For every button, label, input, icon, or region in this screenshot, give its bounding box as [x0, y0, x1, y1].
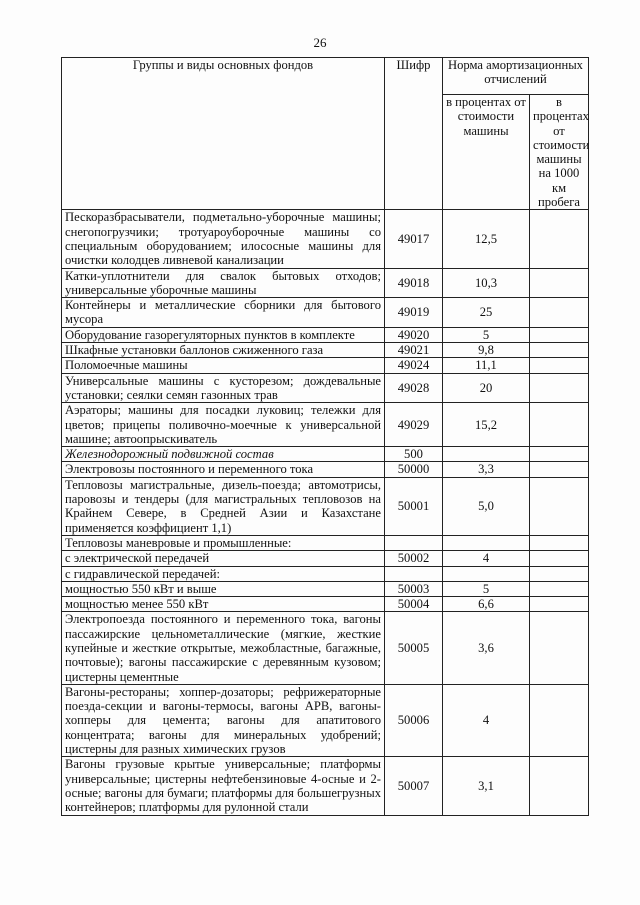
row-name: Тепловозы магистральные, дизель-поезда; автомотрисы, паровозы и тендеры (для магистральных тепловозов на Крайнем Севере, в Средней Азии и Казахстане применяется коэффициент 1,1): [62, 477, 385, 535]
row-code: 49024: [385, 358, 443, 373]
row-code: 49020: [385, 327, 443, 342]
table-row: [62, 551, 589, 566]
row-code: 50005: [385, 612, 443, 684]
row-percent-cost: 15,2: [443, 403, 530, 447]
row-percent-km: [530, 612, 589, 684]
table-body: [62, 210, 589, 815]
table-row: [62, 358, 589, 373]
row-percent-km: [530, 581, 589, 596]
table-row: [62, 597, 589, 612]
table-header: [62, 58, 589, 210]
row-percent-cost: [443, 447, 530, 462]
row-percent-km: [530, 327, 589, 342]
row-name: Универсальные машины с кусторезом; дождевальные установки; сеялки семян газонных трав: [62, 373, 385, 403]
row-percent-km: [530, 535, 589, 550]
row-name: Пескоразбрасыватели, подметально-уборочные машины; снегопогрузчики; тротуароуборочные машины со специальным оборудованием; илососные машины для очистки колодцев ливневой канализации: [62, 210, 385, 268]
row-code: 50002: [385, 551, 443, 566]
header-percent-km: в процентах от стоимости машины на 1000 км пробега: [530, 95, 589, 210]
row-code: 49017: [385, 210, 443, 268]
row-code: [385, 566, 443, 581]
header-code: Шифр: [385, 58, 443, 210]
row-percent-km: [530, 477, 589, 535]
row-percent-km: [530, 551, 589, 566]
row-percent-cost: 10,3: [443, 268, 530, 298]
row-code: 49018: [385, 268, 443, 298]
row-percent-cost: 3,6: [443, 612, 530, 684]
row-code: 49028: [385, 373, 443, 403]
row-percent-km: [530, 566, 589, 581]
row-code: 49021: [385, 343, 443, 358]
row-code: 50007: [385, 757, 443, 815]
row-percent-cost: 6,6: [443, 597, 530, 612]
row-percent-km: [530, 268, 589, 298]
row-percent-cost: 5: [443, 327, 530, 342]
row-percent-cost: 11,1: [443, 358, 530, 373]
row-percent-km: [530, 343, 589, 358]
row-percent-cost: 3,3: [443, 462, 530, 477]
row-name: с гидравлической передачей:: [62, 566, 385, 581]
table-row: [62, 327, 589, 342]
header-percent-cost: в процентах от стоимости машины: [443, 95, 530, 210]
row-name: Тепловозы маневровые и промышленные:: [62, 535, 385, 550]
row-name: Аэраторы; машины для посадки луковиц; тележки для цветов; прицепы поливочно-моечные к универсальной машине; автоопрыскиватель: [62, 403, 385, 447]
row-code: 50000: [385, 462, 443, 477]
row-code: 50004: [385, 597, 443, 612]
table-row: [62, 343, 589, 358]
row-code: 49029: [385, 403, 443, 447]
row-code: 50006: [385, 684, 443, 756]
table-row: [62, 684, 589, 756]
row-name: Оборудование газорегуляторных пунктов в комплекте: [62, 327, 385, 342]
table-row: [62, 403, 589, 447]
row-code: 50001: [385, 477, 443, 535]
row-name: мощностью 550 кВт и выше: [62, 581, 385, 596]
row-percent-cost: 4: [443, 684, 530, 756]
row-percent-cost: [443, 535, 530, 550]
row-name: мощностью менее 550 кВт: [62, 597, 385, 612]
table-row: [62, 612, 589, 684]
table-row: [62, 210, 589, 268]
table-row: [62, 566, 589, 581]
row-name: Поломоечные машины: [62, 358, 385, 373]
row-percent-km: [530, 358, 589, 373]
table-row: [62, 462, 589, 477]
amortization-table: [61, 57, 589, 816]
row-percent-km: [530, 757, 589, 815]
row-percent-cost: 5: [443, 581, 530, 596]
row-percent-km: [530, 373, 589, 403]
header-norm: Норма амортизационных отчислений: [443, 58, 589, 95]
row-percent-cost: 25: [443, 298, 530, 328]
row-percent-km: [530, 684, 589, 756]
row-percent-cost: 3,1: [443, 757, 530, 815]
table-row: [62, 298, 589, 328]
row-name: Электропоезда постоянного и переменного тока, вагоны пассажирские цельнометаллические (мягкие, жесткие купейные и жесткие открытые, межобластные, багажные, почтовые); вагоны пассажирские с деревянным кузовом; цистерны цементные: [62, 612, 385, 684]
table-row: [62, 477, 589, 535]
row-name: с электрической передачей: [62, 551, 385, 566]
row-percent-cost: 9,8: [443, 343, 530, 358]
row-percent-km: [530, 597, 589, 612]
table-row: [62, 447, 589, 462]
row-percent-km: [530, 462, 589, 477]
row-name: Электровозы постоянного и переменного тока: [62, 462, 385, 477]
row-percent-cost: 5,0: [443, 477, 530, 535]
row-percent-km: [530, 403, 589, 447]
row-name: Вагоны-рестораны; хоппер-дозаторы; рефрижераторные поезда-секции и вагоны-термосы, вагоны АРВ, вагоны-хопперы для цемента; вагоны для апатитового концентрата; вагоны для минеральных удобрений; цистерны для разных химических грузов: [62, 684, 385, 756]
row-name: Железнодорожный подвижной состав: [62, 447, 385, 462]
table-row: [62, 535, 589, 550]
page-number: 26: [313, 35, 327, 50]
row-name: Контейнеры и металлические сборники для бытового мусора: [62, 298, 385, 328]
row-name: Вагоны грузовые крытые универсальные; платформы универсальные; цистерны нефтебензиновые 4-осные и 2-осные; вагоны для бумаги; платформы для большегрузных контейнеров; платформы для рулонной стали: [62, 757, 385, 815]
row-percent-km: [530, 298, 589, 328]
row-percent-cost: 20: [443, 373, 530, 403]
header-groups: Группы и виды основных фондов: [62, 58, 385, 210]
row-code: 49019: [385, 298, 443, 328]
row-percent-km: [530, 210, 589, 268]
table-row: [62, 373, 589, 403]
row-code: 50003: [385, 581, 443, 596]
row-percent-cost: 12,5: [443, 210, 530, 268]
table-row: [62, 757, 589, 815]
row-code: [385, 535, 443, 550]
row-percent-cost: [443, 566, 530, 581]
row-name: Катки-уплотнители для свалок бытовых отходов; универсальные уборочные машины: [62, 268, 385, 298]
row-percent-cost: 4: [443, 551, 530, 566]
row-name: Шкафные установки баллонов сжиженного газа: [62, 343, 385, 358]
row-percent-km: [530, 447, 589, 462]
table-row: [62, 581, 589, 596]
table-row: [62, 268, 589, 298]
row-code: 500: [385, 447, 443, 462]
